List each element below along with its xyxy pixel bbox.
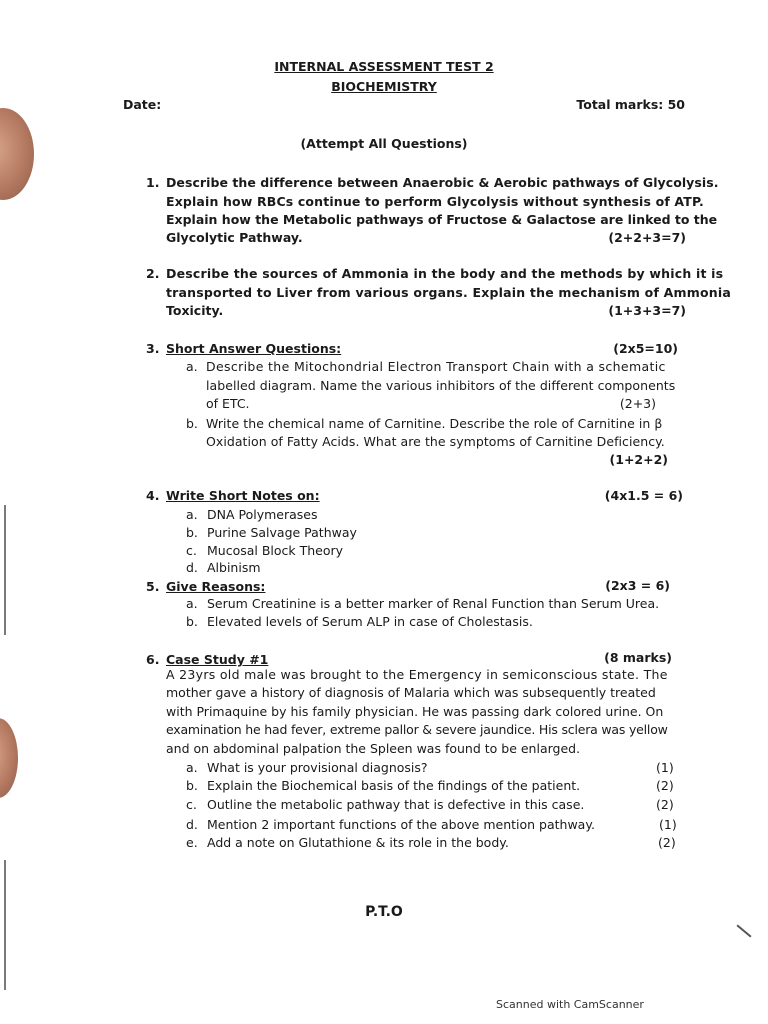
subquestion-line: Oxidation of Fatty Acids. What are the symptoms of Carnitine Deficiency. [206, 434, 665, 449]
list-item: Elevated levels of Serum ALP in case of Cholestasis. [207, 614, 533, 629]
scan-edge-artifact-bottom [0, 718, 18, 798]
subquestion-line: labelled diagram. Name the various inhibitors of the different components [206, 378, 676, 393]
test-title: INTERNAL ASSESSMENT TEST 2 [274, 59, 494, 74]
item-marks: (1) [659, 817, 677, 832]
case-line: A 23yrs old male was brought to the Emergency in semiconscious state. The [166, 667, 668, 682]
list-item-label: b. [186, 778, 198, 793]
scanner-watermark: Scanned with CamScanner [496, 998, 644, 1011]
question-marks: (8 marks) [604, 650, 672, 665]
list-item: Add a note on Glutathione & its role in the body. [207, 835, 509, 850]
list-item: Serum Creatinine is a better marker of Renal Function than Serum Urea. [207, 596, 660, 611]
case-line: mother gave a history of diagnosis of Malaria which was subsequently treated [166, 685, 656, 700]
list-item: Mucosal Block Theory [207, 543, 344, 558]
date-label: Date: [123, 97, 162, 112]
scan-edge-artifact-top [0, 108, 34, 200]
question-number: 4. [146, 488, 160, 503]
question-number: 6. [146, 652, 160, 667]
subquestion-line: of ETC. [206, 396, 250, 411]
subquestion-line: Write the chemical name of Carnitine. Describe the role of Carnitine in β [206, 416, 663, 431]
question-line: Glycolytic Pathway. [166, 230, 303, 245]
question-number: 5. [146, 579, 160, 594]
item-marks: (2) [656, 797, 674, 812]
question-number: 1. [146, 175, 160, 190]
subquestion-line: Describe the Mitochondrial Electron Transport Chain with a schematic [206, 359, 666, 374]
question-marks: (1+3+3=7) [608, 303, 686, 318]
question-line: Toxicity. [166, 303, 224, 318]
question-line: Explain how the Metabolic pathways of Fructose & Galactose are linked to the [166, 212, 718, 227]
list-item-label: c. [186, 797, 197, 812]
list-item-label: d. [186, 560, 198, 575]
case-line: with Primaquine by his family physician. He was passing dark colored urine. On [166, 704, 664, 719]
section-heading: Write Short Notes on: [166, 488, 320, 503]
question-marks: (2+2+3=7) [608, 230, 686, 245]
section-heading: Give Reasons: [166, 579, 266, 594]
total-marks: Total marks: 50 [576, 97, 685, 112]
section-heading: Case Study #1 [166, 652, 269, 667]
list-item-label: b. [186, 525, 198, 540]
scan-edge-line-1 [4, 505, 6, 635]
list-item-label: e. [186, 835, 198, 850]
subject-title: BIOCHEMISTRY [331, 79, 437, 94]
scan-mark [736, 924, 751, 937]
list-item-label: a. [186, 507, 198, 522]
list-item-label: c. [186, 543, 197, 558]
question-line: transported to Liver from various organs. Explain the mechanism of Ammonia [166, 285, 731, 300]
list-item: Purine Salvage Pathway [207, 525, 357, 540]
subquestion-marks: (2+3) [619, 396, 656, 411]
list-item: Albinism [207, 560, 261, 575]
pto-label: P.T.O [365, 904, 403, 920]
subquestion-label: b. [186, 416, 198, 431]
list-item: Mention 2 important functions of the above mention pathway. [207, 817, 595, 832]
subquestion-label: a. [186, 359, 198, 374]
scan-edge-line-2 [4, 860, 6, 990]
case-line: and on abdominal palpation the Spleen was found to be enlarged. [166, 741, 581, 756]
question-line: Describe the difference between Anaerobic & Aerobic pathways of Glycolysis. [166, 175, 719, 190]
section-heading: Short Answer Questions: [166, 341, 342, 356]
list-item: Outline the metabolic pathway that is defective in this case. [207, 797, 585, 812]
list-item: What is your provisional diagnosis? [207, 760, 428, 775]
question-number: 3. [146, 341, 160, 356]
question-number: 2. [146, 266, 160, 281]
list-item-label: d. [186, 817, 198, 832]
question-line: Explain how RBCs continue to perform Glycolysis without synthesis of ATP. [166, 194, 704, 209]
question-marks: (2x5=10) [613, 341, 678, 356]
item-marks: (1) [656, 760, 674, 775]
case-line: examination he had fever, extreme pallor & severe jaundice. His sclera was yellow [166, 722, 668, 737]
item-marks: (2) [656, 778, 674, 793]
list-item-label: a. [186, 596, 198, 611]
item-marks: (2) [658, 835, 676, 850]
question-marks: (4x1.5 = 6) [604, 488, 683, 503]
list-item-label: b. [186, 614, 198, 629]
list-item-label: a. [186, 760, 198, 775]
subquestion-marks: (1+2+2) [609, 452, 668, 467]
instruction: (Attempt All Questions) [300, 136, 468, 151]
list-item: Explain the Biochemical basis of the findings of the patient. [207, 778, 581, 793]
list-item: DNA Polymerases [207, 507, 318, 522]
question-line: Describe the sources of Ammonia in the body and the methods by which it is [166, 266, 724, 281]
question-marks: (2x3 = 6) [605, 578, 670, 593]
